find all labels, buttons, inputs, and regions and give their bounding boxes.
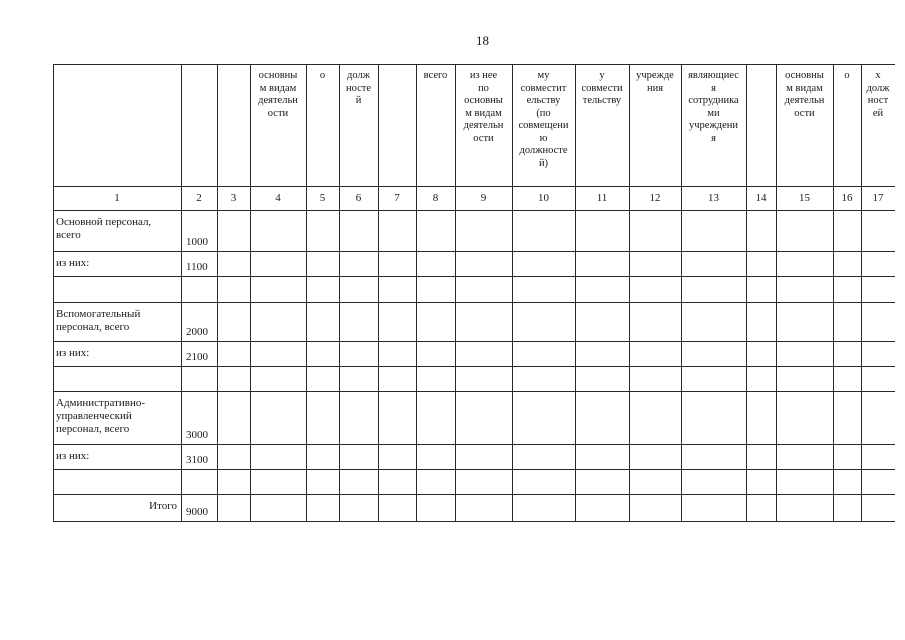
header-cell: о <box>319 70 326 81</box>
column-number: 13 <box>708 192 719 204</box>
column-number: 10 <box>538 192 549 204</box>
header-cell: основны м видам деятельн ости <box>784 70 825 119</box>
header-cell: учрежде ния <box>636 70 674 94</box>
grid-row-line <box>53 186 895 187</box>
row-label: из них: <box>56 257 90 269</box>
column-number: 16 <box>841 192 853 204</box>
grid-col-line <box>250 64 251 521</box>
grid-col-line <box>629 64 630 521</box>
grid-row-line <box>53 276 895 277</box>
row-code: 9000 <box>186 506 208 518</box>
grid-row-line <box>53 521 895 522</box>
grid-col-line <box>416 64 417 521</box>
grid-row-line <box>53 251 895 252</box>
column-number: 9 <box>480 192 487 204</box>
grid-col-line <box>776 64 777 521</box>
row-code: 1000 <box>186 236 208 248</box>
row-label: из них: <box>56 450 90 462</box>
header-cell: являющиес я сотрудника ми учреждени я <box>688 70 739 144</box>
grid-row-line <box>53 391 895 392</box>
grid-col-line <box>861 64 862 521</box>
column-number: 17 <box>872 192 884 204</box>
grid-col-line <box>306 64 307 521</box>
column-number: 4 <box>275 192 281 204</box>
grid-row-line <box>53 494 895 495</box>
column-number: 12 <box>649 192 661 204</box>
column-number: 3 <box>230 192 237 204</box>
header-cell: о <box>844 70 850 81</box>
row-code: 3000 <box>186 429 208 441</box>
header-cell: му совместит ельству (по совмещени ю должносте й) <box>518 70 569 169</box>
grid-row-line <box>53 210 895 211</box>
row-label: Вспомогательный персонал, всего <box>56 308 141 333</box>
column-number: 15 <box>799 192 810 204</box>
column-number: 2 <box>196 192 202 204</box>
row-code: 2000 <box>186 326 208 338</box>
row-label: из них: <box>56 347 90 359</box>
grid-row-line <box>53 64 895 65</box>
header-cell: основны м видам деятельн ости <box>258 70 298 119</box>
row-label: Итого <box>149 500 177 512</box>
column-number: 7 <box>394 192 400 204</box>
column-number: 5 <box>319 192 326 204</box>
grid-col-line <box>217 64 218 521</box>
header-cell: х долж ност ей <box>866 70 890 119</box>
column-number: 11 <box>596 192 608 204</box>
column-number: 14 <box>755 192 767 204</box>
grid-col-line <box>575 64 576 521</box>
row-code: 1100 <box>186 261 208 273</box>
column-number: 1 <box>114 192 120 204</box>
row-label: Основной персонал, всего <box>56 216 152 241</box>
row-code: 3100 <box>186 454 208 466</box>
page-number: 18 <box>476 33 489 48</box>
grid-row-line <box>53 469 895 470</box>
column-number: 8 <box>432 192 439 204</box>
grid-col-line <box>378 64 379 521</box>
grid-row-line <box>53 341 895 342</box>
header-cell: из нее по основны м видам деятельн ости <box>463 70 504 144</box>
grid-col-line <box>833 64 834 521</box>
column-number: 6 <box>355 192 362 204</box>
grid-row-line <box>53 302 895 303</box>
grid-col-line <box>746 64 747 521</box>
header-cell: у совмести тельству <box>581 70 623 106</box>
grid-col-line <box>181 64 182 521</box>
grid-col-line <box>339 64 340 521</box>
header-cell: долж носте й <box>345 70 372 106</box>
header-cell: всего <box>423 70 448 81</box>
staffing-table <box>53 64 895 521</box>
grid-row-line <box>53 444 895 445</box>
grid-row-line <box>53 366 895 367</box>
row-code: 2100 <box>186 351 208 363</box>
row-label: Административно- управленческий персонал, всего <box>56 397 146 435</box>
